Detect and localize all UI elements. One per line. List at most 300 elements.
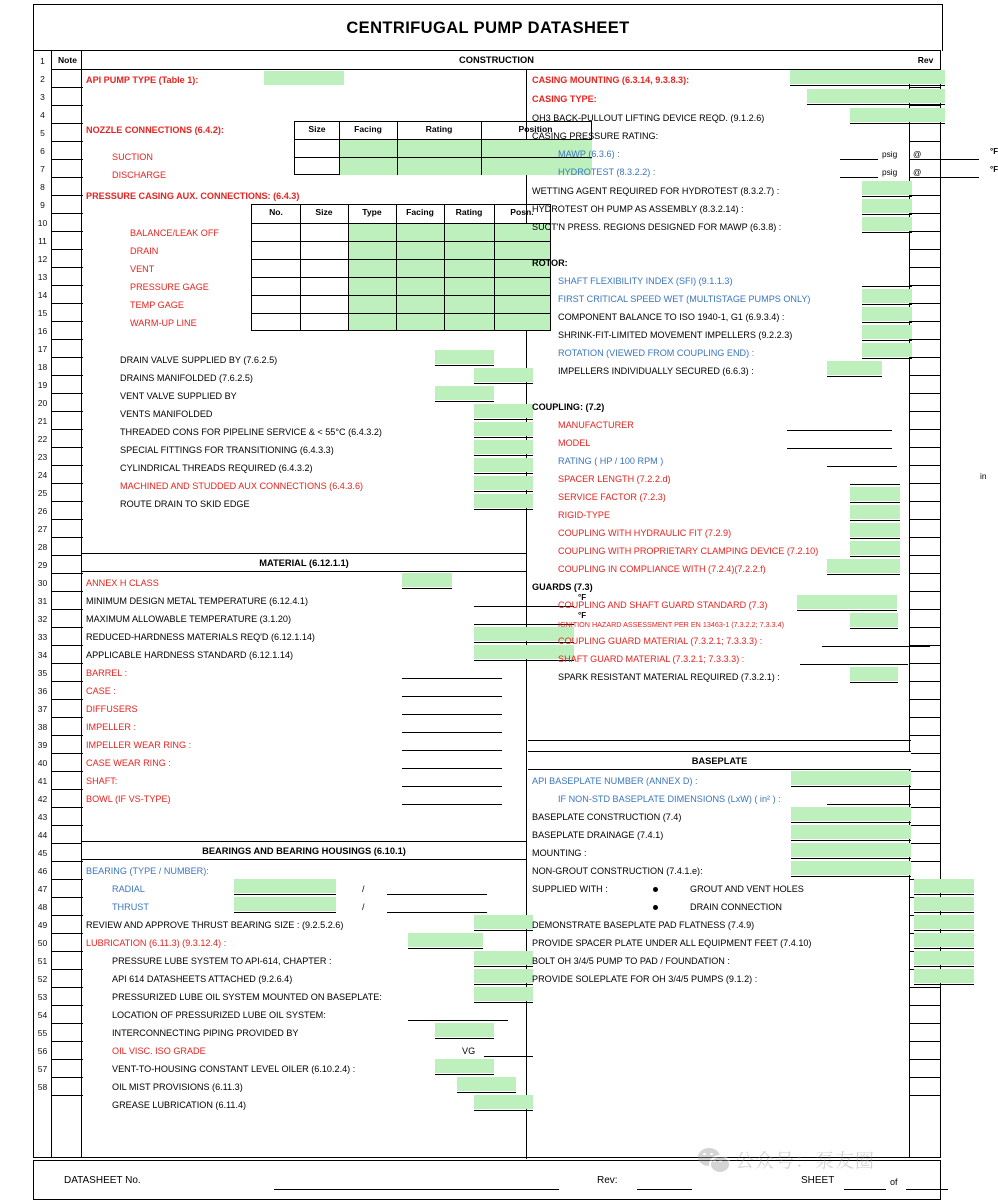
rule-baseplate-drainage	[791, 840, 911, 841]
unit-degf-min-temp: °F	[578, 593, 587, 602]
row-number: 52	[37, 974, 48, 984]
note-cell[interactable]	[52, 304, 83, 322]
label-pressure-gage: PRESSURE GAGE	[130, 282, 209, 292]
rule-casing-mounting	[790, 85, 945, 86]
rev-cell[interactable]	[910, 646, 941, 664]
field-api-pump-type[interactable]	[264, 71, 344, 85]
label-non-grout-construction: NON-GROUT CONSTRUCTION (7.4.1.e):	[532, 866, 703, 876]
field-drain-valve-supplied-by[interactable]	[435, 350, 494, 364]
rule-non-std-baseplate-dims	[827, 804, 911, 805]
note-cell[interactable]	[52, 1024, 83, 1042]
note-cell[interactable]	[52, 430, 83, 448]
note-cell[interactable]	[52, 124, 83, 142]
rule-shaft-flexibility-index	[862, 286, 912, 287]
label-discharge: DISCHARGE	[112, 170, 167, 180]
label-cylindrical-threads: CYLINDRICAL THREADS REQUIRED (6.4.3.2)	[120, 463, 313, 473]
row-number: 18	[37, 362, 48, 372]
rev-cell[interactable]	[910, 376, 941, 394]
field-ignition-hazard-assessment[interactable]	[850, 613, 898, 627]
rev-cell[interactable]	[910, 232, 941, 250]
row-number: 12	[37, 254, 48, 264]
label-drain: DRAIN	[130, 246, 159, 256]
field-coupling-compliance[interactable]	[827, 559, 900, 573]
field-review-thrust-bearing[interactable]	[474, 915, 533, 929]
section-header-baseplate: BASEPLATE	[528, 751, 911, 770]
rule-provide-spacer-plate	[914, 948, 974, 949]
field-vent-valve-supplied-by[interactable]	[435, 386, 494, 400]
nozzle-header-facing: Facing	[354, 124, 382, 134]
rev-cell[interactable]	[910, 124, 941, 142]
field-vents-manifolded[interactable]	[474, 404, 533, 418]
note-cell[interactable]	[52, 322, 83, 340]
rev-cell[interactable]	[910, 250, 941, 268]
label-demonstrate-pad-flatness: DEMONSTRATE BASEPLATE PAD FLATNESS (7.4.9)	[532, 920, 755, 930]
note-cell[interactable]	[52, 736, 83, 754]
label-reduced-hardness: REDUCED-HARDNESS MATERIALS REQ'D (6.12.1.14)	[86, 632, 315, 642]
note-cell[interactable]	[52, 250, 83, 268]
rev-cell[interactable]	[910, 502, 941, 520]
label-api-pump-type: API PUMP TYPE (Table 1):	[86, 75, 199, 85]
rev-cell[interactable]	[910, 772, 941, 790]
field-api614-datasheets[interactable]	[474, 969, 533, 983]
field-non-grout-construction[interactable]	[791, 861, 911, 875]
rev-cell[interactable]	[910, 304, 941, 322]
field-shrink-fit-impellers[interactable]	[862, 325, 912, 339]
note-cell[interactable]	[52, 844, 83, 862]
section-header-construction: CONSTRUCTION	[82, 51, 911, 70]
rule-drain-valve	[435, 365, 494, 366]
rev-cell[interactable]	[910, 214, 941, 232]
note-cell[interactable]	[52, 772, 83, 790]
rule-drains-manifolded	[474, 383, 533, 384]
rule-api-baseplate-number	[791, 786, 911, 787]
rev-cell[interactable]	[910, 790, 941, 808]
note-cell[interactable]	[52, 556, 83, 574]
field-baseplate-drainage[interactable]	[791, 825, 911, 839]
rev-cell[interactable]	[910, 412, 941, 430]
label-baseplate-mounting: MOUNTING :	[532, 848, 587, 858]
rule-bolt-pump-to-pad	[914, 966, 974, 967]
rev-cell[interactable]	[910, 610, 941, 628]
note-cell[interactable]	[52, 178, 83, 196]
field-hydrotest-oh-pump[interactable]	[862, 199, 912, 213]
row-number: 22	[37, 434, 48, 444]
label-bolt-pump-to-pad: BOLT OH 3/4/5 PUMP TO PAD / FOUNDATION :	[532, 956, 730, 966]
rule-component-balance	[862, 322, 912, 323]
note-cell[interactable]	[52, 142, 83, 160]
note-cell[interactable]	[52, 196, 83, 214]
row-number: 7	[40, 164, 45, 174]
footer-rev-label: Rev:	[597, 1175, 618, 1186]
rule-sheet-total[interactable]	[906, 1189, 948, 1190]
note-cell[interactable]	[52, 664, 83, 682]
label-drain-connection: DRAIN CONNECTION	[690, 902, 782, 912]
field-wetting-agent[interactable]	[862, 181, 912, 195]
note-cell[interactable]	[52, 574, 83, 592]
rev-column-header: Rev	[910, 51, 941, 70]
rule-bearing-radial	[234, 894, 336, 895]
label-nozzle-connections: NOZZLE CONNECTIONS (6.4.2):	[86, 125, 224, 135]
rule-review-thrust-bearing	[474, 930, 533, 931]
label-provide-spacer-plate: PROVIDE SPACER PLATE UNDER ALL EQUIPMENT FEET (7.4.10)	[532, 938, 812, 948]
note-cell[interactable]	[52, 916, 83, 934]
note-column	[51, 51, 82, 1157]
label-threaded-cons: THREADED CONS FOR PIPELINE SERVICE & < 55°C (6.4.3.2)	[120, 427, 382, 437]
row-number: 43	[37, 812, 48, 822]
row-number: 16	[37, 326, 48, 336]
rule-coupling-model	[787, 448, 892, 449]
aux-header-posn: Posn.	[510, 207, 534, 217]
field-service-factor[interactable]	[850, 487, 900, 501]
label-rigid-type: RIGID-TYPE	[558, 510, 611, 520]
rev-cell[interactable]	[910, 286, 941, 304]
field-provide-soleplate[interactable]	[914, 969, 974, 983]
note-cell[interactable]	[52, 448, 83, 466]
note-cell[interactable]	[52, 592, 83, 610]
rev-cell[interactable]	[910, 178, 941, 196]
note-cell[interactable]	[52, 520, 83, 538]
note-cell[interactable]	[52, 1006, 83, 1024]
note-cell[interactable]	[52, 88, 83, 106]
rev-cell[interactable]	[910, 520, 941, 538]
row-number: 9	[40, 200, 45, 210]
row-number: 10	[37, 218, 48, 228]
rule-impellers-individually-secured	[827, 376, 882, 377]
field-spark-resistant-material[interactable]	[850, 667, 898, 681]
row-number: 13	[37, 272, 48, 282]
label-balance-leak-off: BALANCE/LEAK OFF	[130, 228, 219, 238]
unit-degf-mawp: °F	[990, 147, 998, 156]
note-cell[interactable]	[52, 214, 83, 232]
rule-hydrotest-value	[840, 177, 878, 178]
divider-left-bearings-top	[82, 841, 526, 842]
rule-impeller	[402, 732, 502, 733]
field-route-drain[interactable]	[474, 494, 533, 508]
rev-cell[interactable]	[910, 448, 941, 466]
rule-mawp-value	[840, 159, 878, 160]
rule-case	[402, 696, 502, 697]
field-interconnecting-piping[interactable]	[435, 1023, 494, 1037]
nozzle-header-rating: Rating	[425, 124, 453, 134]
note-cell[interactable]	[52, 376, 83, 394]
field-vent-to-housing-oiler[interactable]	[435, 1059, 494, 1073]
note-cell[interactable]	[52, 502, 83, 520]
field-suction-press-regions[interactable]	[862, 217, 912, 231]
row-number: 2	[40, 74, 45, 84]
rev-cell[interactable]	[910, 826, 941, 844]
note-cell[interactable]	[52, 898, 83, 916]
rev-cell[interactable]	[910, 1078, 941, 1096]
note-cell[interactable]	[52, 160, 83, 178]
note-cell[interactable]	[52, 754, 83, 772]
row-number: 40	[37, 758, 48, 768]
field-drains-manifolded[interactable]	[474, 368, 533, 382]
field-first-critical-speed[interactable]	[862, 289, 912, 303]
row-number: 36	[37, 686, 48, 696]
rule-case-wear-ring	[402, 768, 502, 769]
field-rigid-type[interactable]	[850, 505, 900, 519]
label-lubrication: LUBRICATION (6.11.3) (9.3.12.4) :	[86, 938, 227, 948]
label-non-std-baseplate-dims: IF NON-STD BASEPLATE DIMENSIONS (LxW) ( in² ) :	[558, 794, 781, 804]
label-review-thrust-bearing: REVIEW AND APPROVE THRUST BEARING SIZE : (9.2.5.2.6)	[86, 920, 344, 930]
note-cell[interactable]	[52, 952, 83, 970]
rev-cell[interactable]	[910, 466, 941, 484]
rev-cell[interactable]	[910, 268, 941, 286]
label-oil-mist-provisions: OIL MIST PROVISIONS (6.11.3)	[112, 1082, 243, 1092]
rule-footer-rev[interactable]	[637, 1189, 692, 1190]
rule-hydrotest-temp	[933, 177, 979, 178]
field-api-baseplate-number[interactable]	[791, 771, 911, 785]
note-cell[interactable]	[52, 934, 83, 952]
rev-cell[interactable]	[910, 196, 941, 214]
field-baseplate-mounting[interactable]	[791, 843, 911, 857]
rev-cell[interactable]	[910, 844, 941, 862]
unit-spacer-length: in	[980, 471, 987, 481]
rev-cell[interactable]	[910, 1042, 941, 1060]
row-number: 24	[37, 470, 48, 480]
label-drains-manifolded: DRAINS MANIFOLDED (7.6.2.5)	[120, 373, 253, 383]
rev-cell[interactable]	[910, 394, 941, 412]
label-component-balance: COMPONENT BALANCE TO ISO 1940-1, G1 (6.9.3.4) :	[558, 312, 785, 322]
note-cell[interactable]	[52, 1042, 83, 1060]
rev-cell[interactable]	[910, 1060, 941, 1078]
note-cell[interactable]	[52, 610, 83, 628]
row-number: 44	[37, 830, 48, 840]
rule-sheet-number[interactable]	[844, 1189, 886, 1190]
label-shaft-guard-material: SHAFT GUARD MATERIAL (7.3.2.1; 7.3.3.3) :	[558, 654, 745, 664]
label-coupling-compliance: COUPLING IN COMPLIANCE WITH (7.2.4)(7.2.2.f)	[558, 564, 766, 574]
rev-cell[interactable]	[910, 718, 941, 736]
footer-datasheet-no-label: DATASHEET No.	[64, 1175, 141, 1186]
note-cell[interactable]	[52, 862, 83, 880]
row-number: 57	[37, 1064, 48, 1074]
note-cell[interactable]	[52, 970, 83, 988]
field-oh3-back-pullout[interactable]	[850, 108, 945, 122]
rev-column	[909, 51, 940, 1157]
note-cell[interactable]	[52, 106, 83, 124]
field-threaded-cons[interactable]	[474, 422, 533, 436]
label-spark-resistant-material: SPARK RESISTANT MATERIAL REQUIRED (7.3.2.1) :	[558, 672, 780, 682]
rule-non-grout-construction	[791, 876, 911, 877]
label-bearing-type-number: BEARING (TYPE / NUMBER):	[86, 866, 209, 876]
rule-casing-type	[807, 104, 945, 105]
rule-vents-manifolded	[474, 419, 533, 420]
rev-cell[interactable]	[910, 1024, 941, 1042]
rule-wetting-agent	[862, 196, 912, 197]
label-coupling-proprietary-clamping: COUPLING WITH PROPRIETARY CLAMPING DEVICE (7.2.10)	[558, 546, 819, 556]
note-cell[interactable]	[52, 1060, 83, 1078]
row-number: 8	[40, 182, 45, 192]
note-cell[interactable]	[52, 628, 83, 646]
row-number: 1	[40, 56, 45, 66]
rule-oil-mist-provisions	[457, 1092, 516, 1093]
note-cell[interactable]	[52, 466, 83, 484]
aux-connections-table	[251, 204, 551, 331]
note-cell[interactable]	[52, 232, 83, 250]
note-cell[interactable]	[52, 700, 83, 718]
page-title: CENTRIFUGAL PUMP DATASHEET	[346, 18, 630, 37]
note-cell[interactable]	[52, 394, 83, 412]
aux-header-facing: Facing	[406, 207, 434, 217]
bullet-grout-vent-holes	[653, 887, 658, 892]
label-impeller-wear-ring: IMPELLER WEAR RING :	[86, 740, 192, 750]
note-cell[interactable]	[52, 340, 83, 358]
note-cell[interactable]	[52, 358, 83, 376]
label-drain-valve-supplied-by: DRAIN VALVE SUPPLIED BY (7.6.2.5)	[120, 355, 278, 365]
rev-cell[interactable]	[910, 808, 941, 826]
field-casing-mounting[interactable]	[790, 70, 945, 84]
rule-impeller-wear-ring	[402, 750, 502, 751]
field-oil-mist-provisions[interactable]	[457, 1077, 516, 1091]
rule-service-factor	[850, 502, 900, 503]
note-cell[interactable]	[52, 682, 83, 700]
note-cell[interactable]	[52, 790, 83, 808]
rule-shaft	[402, 786, 502, 787]
field-provide-spacer-plate[interactable]	[914, 933, 974, 947]
unit-psig-mawp: psig	[882, 149, 898, 159]
divider-right-baseplate-top	[528, 740, 911, 741]
note-cell[interactable]	[52, 286, 83, 304]
field-coupling-proprietary-clamping[interactable]	[850, 541, 900, 555]
row-number: 26	[37, 506, 48, 516]
field-bearing-thrust[interactable]	[234, 897, 336, 911]
field-component-balance[interactable]	[862, 307, 912, 321]
rule-ignition-hazard-assessment	[850, 628, 898, 629]
rule-api614-datasheets	[474, 984, 533, 985]
field-annex-h-class[interactable]	[402, 573, 452, 587]
row-number: 35	[37, 668, 48, 678]
rev-cell[interactable]	[910, 988, 941, 1006]
field-machined-studded[interactable]	[474, 476, 533, 490]
label-coupling-hydraulic-fit: COUPLING WITH HYDRAULIC FIT (7.2.9)	[558, 528, 732, 538]
rule-machined-studded	[474, 491, 533, 492]
row-number: 6	[40, 146, 45, 156]
label-vents-manifolded: VENTS MANIFOLDED	[120, 409, 213, 419]
rev-cell[interactable]	[910, 592, 941, 610]
note-cell[interactable]	[52, 646, 83, 664]
label-machined-studded: MACHINED AND STUDDED AUX CONNECTIONS (6.4.3.6)	[120, 481, 364, 491]
note-cell[interactable]	[52, 70, 83, 88]
row-number: 23	[37, 452, 48, 462]
label-interconnecting-piping: INTERCONNECTING PIPING PROVIDED BY	[112, 1028, 299, 1038]
row-number: 58	[37, 1082, 48, 1092]
rule-barrel	[402, 678, 502, 679]
field-rotation-viewed[interactable]	[862, 343, 912, 357]
watermark-text: 公众号：泵友圈	[735, 1150, 876, 1172]
note-cell[interactable]	[52, 808, 83, 826]
rule-spacer-length	[850, 484, 900, 485]
field-pressurized-lube-baseplate[interactable]	[474, 987, 533, 1001]
rev-cell[interactable]	[910, 358, 941, 376]
field-cylindrical-threads[interactable]	[474, 458, 533, 472]
field-demonstrate-pad-flatness[interactable]	[914, 915, 974, 929]
field-casing-type[interactable]	[807, 89, 945, 103]
nozzle-header-position: Position	[518, 124, 553, 134]
rule-cylindrical-threads	[474, 473, 533, 474]
row-number-column	[34, 51, 51, 1157]
label-impeller: IMPELLER :	[86, 722, 137, 732]
field-coupling-hydraulic-fit[interactable]	[850, 523, 900, 537]
field-coupling-shaft-guard-standard[interactable]	[797, 595, 897, 609]
section-header-bearings: BEARINGS AND BEARING HOUSINGS (6.10.1)	[82, 841, 526, 860]
rev-cell[interactable]	[910, 538, 941, 556]
unit-degf-max-temp: °F	[578, 611, 587, 620]
field-grease-lubrication[interactable]	[474, 1095, 533, 1109]
rule-location-lube-system	[408, 1020, 508, 1021]
field-grout-and-vent-holes[interactable]	[914, 879, 974, 893]
rev-cell[interactable]	[910, 736, 941, 754]
label-annex-h-class: ANNEX H CLASS	[86, 578, 159, 588]
row-number: 53	[37, 992, 48, 1002]
field-bearing-radial[interactable]	[234, 879, 336, 893]
note-cell[interactable]	[52, 988, 83, 1006]
rule-threaded-cons	[474, 437, 533, 438]
field-impellers-individually-secured[interactable]	[827, 361, 882, 375]
field-special-fittings[interactable]	[474, 440, 533, 454]
note-column-header: Note	[52, 51, 83, 70]
field-drain-connection[interactable]	[914, 897, 974, 911]
rev-cell[interactable]	[910, 556, 941, 574]
field-baseplate-construction[interactable]	[791, 807, 911, 821]
note-cell[interactable]	[52, 412, 83, 430]
label-grease-lubrication: GREASE LUBRICATION (6.11.4)	[112, 1100, 247, 1110]
rev-cell[interactable]	[910, 1006, 941, 1024]
rule-vent-valve	[435, 401, 494, 402]
rule-spark-resistant-material	[850, 682, 898, 683]
rev-cell[interactable]	[910, 340, 941, 358]
unit-psig-hydrotest: psig	[882, 167, 898, 177]
rev-cell[interactable]	[910, 430, 941, 448]
note-cell[interactable]	[52, 268, 83, 286]
rev-cell[interactable]	[910, 628, 941, 646]
rule-oh3-back-pullout	[850, 123, 945, 124]
divider-left-material-top	[82, 553, 526, 554]
rule-datasheet-no[interactable]	[274, 1189, 559, 1190]
label-bowl: BOWL (IF VS-TYPE)	[86, 794, 171, 804]
rev-cell[interactable]	[910, 322, 941, 340]
datasheet-grid	[33, 50, 998, 1158]
rev-cell[interactable]	[910, 664, 941, 682]
rule-drain-connection	[914, 912, 974, 913]
rev-cell[interactable]	[910, 484, 941, 502]
rule-rigid-type	[850, 520, 900, 521]
rev-cell[interactable]	[910, 574, 941, 592]
rule-suction-press-regions	[862, 232, 912, 233]
row-number: 5	[40, 128, 45, 138]
label-supplied-with: SUPPLIED WITH :	[532, 884, 608, 894]
note-cell[interactable]	[52, 826, 83, 844]
label-coupling-shaft-guard-standard: COUPLING AND SHAFT GUARD STANDARD (7.3)	[558, 600, 768, 610]
label-guards-heading: GUARDS (7.3)	[532, 582, 593, 592]
note-cell[interactable]	[52, 484, 83, 502]
note-cell[interactable]	[52, 718, 83, 736]
rev-cell[interactable]	[910, 700, 941, 718]
note-cell[interactable]	[52, 880, 83, 898]
row-number: 54	[37, 1010, 48, 1020]
rule-bowl	[402, 804, 502, 805]
rev-cell[interactable]	[910, 754, 941, 772]
field-bolt-pump-to-pad[interactable]	[914, 951, 974, 965]
field-pressure-lube-system[interactable]	[474, 951, 533, 965]
rev-cell[interactable]	[910, 862, 941, 880]
note-cell[interactable]	[52, 1078, 83, 1096]
rev-cell[interactable]	[910, 682, 941, 700]
field-lubrication[interactable]	[408, 933, 483, 947]
label-pressurized-lube-baseplate: PRESSURIZED LUBE OIL SYSTEM MOUNTED ON BASEPLATE:	[112, 992, 382, 1002]
label-coupling-guard-material: COUPLING GUARD MATERIAL (7.3.2.1; 7.3.3.3) :	[558, 636, 763, 646]
row-number: 37	[37, 704, 48, 714]
note-cell[interactable]	[52, 538, 83, 556]
